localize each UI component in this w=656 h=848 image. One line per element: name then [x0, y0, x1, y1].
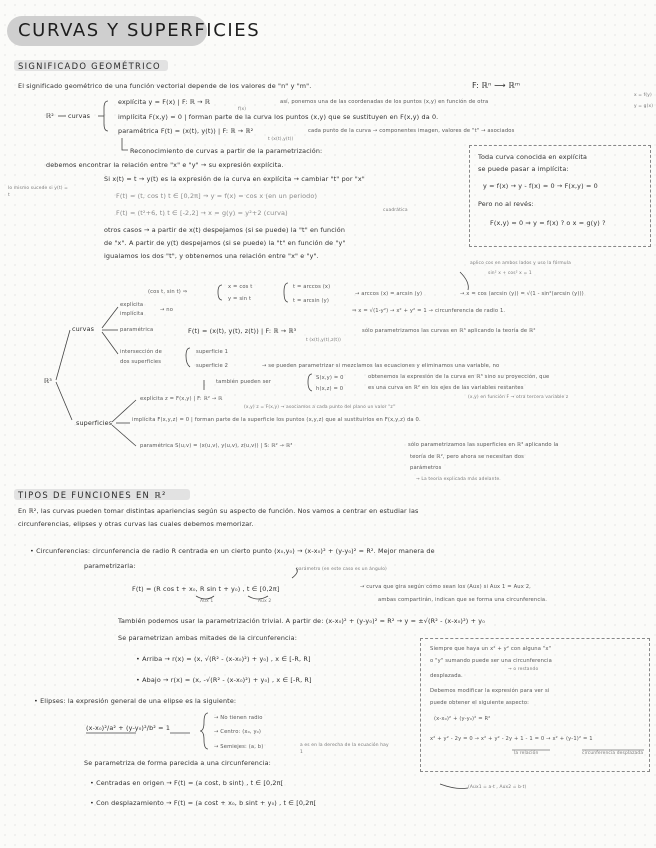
elipse-line1: • Elipses: la expresión general de una elipse es la siguiente:: [34, 697, 237, 705]
circ-formula-note2: ambas compartirán, indican que se forma una circunferencia.: [378, 597, 548, 603]
circ-arriba: • Arriba → r(x) = (x, √(R² - (x-x₀)²) + y₀) , x ∈ [-R, R]: [136, 655, 311, 663]
r2-label: ℝ²: [46, 112, 54, 120]
box2-line1: Siempre que haya un x² + y² con alguna "x": [430, 646, 552, 652]
tree-param-formula: F(t) = (x(t), y(t), z(t)) | F: ℝ → ℝ³: [188, 327, 297, 335]
tree-par-sup-note2: teoría de ℝ², pero ahora se necesitan dos: [410, 454, 525, 460]
implicita-row: implícita F(x,y) = 0 | forman parte de la curva los puntos (x,y) que se sustituyen en F(x,y) da 0.: [118, 113, 439, 121]
s2-intro1: En ℝ², las curvas pueden tomar distintas apariencias según su aspecto de función. Nos vamos a centrar en estudiar las: [18, 507, 419, 515]
box2-line5: puede obtener el siguiente aspecto:: [430, 700, 530, 706]
tree-interseccion2: dos superficies: [120, 359, 162, 365]
tree-interseccion: intersección de: [120, 349, 162, 355]
tree-implicita: implícita: [120, 311, 144, 317]
box1-line3: y = f(x) → y - f(x) = 0 → F(x,y) = 0: [483, 182, 598, 190]
case1-example-b: F(t) = (t²+6, t) t ∈ [-2,2] → x = g(y) = y²+2 (curva): [116, 209, 288, 217]
tree-param-sub: t (x(t),y(t),z(t)): [306, 338, 341, 343]
tree-sup-note3: es una curva en ℝ² en los ejes de las variables restantes: [368, 385, 524, 391]
box2-line7: x² + y² - 2y = 0 → x² + y² - 2y + 1 - 1 = 0 → x² + (y-1)² = 1: [430, 736, 593, 742]
curvas-label: curvas: [68, 112, 91, 120]
parametrica-note: cada punto de la curva → componentes imagen, valores de "t" → asociados: [308, 128, 515, 134]
example-eq1: → arccos (x) = arcsin (y): [355, 291, 423, 297]
box2-line7a: la relación: [514, 751, 539, 756]
tree-explicita: explícita: [120, 302, 144, 308]
parametrica-sub: t (x(t),y(t)): [268, 137, 294, 142]
tree-curvas: curvas: [72, 325, 95, 333]
tree-superficies: superficies: [76, 419, 113, 427]
circ-param-note: parámetro (en este caso es un ángulo): [296, 567, 387, 572]
box1-line5: F(x,y) = 0 ⇒ y = f(x) ? o x = g(y) ?: [490, 219, 606, 227]
tree-sys2: h(x,z) = 0: [316, 386, 344, 392]
tree-par-sup-note3: parámetros: [410, 465, 442, 471]
tree-exp-sup-note2: (x,y) en función F → otra tercera variable z: [468, 395, 569, 400]
box2-line7b: circunferencia desplazada: [582, 751, 644, 756]
case2-line1: otros casos → a partir de x(t) despejamos (si se puede) la "t" en función: [104, 226, 346, 234]
example-cos-sin: (cos t, sin t) ⇒: [148, 289, 188, 295]
case1: Si x(t) = t → y(t) es la expresión de la curva en explícita → cambiar "t" por "x": [104, 175, 365, 183]
page-title: CURVAS Y SUPERFICIES: [18, 20, 261, 41]
elipse-b2: → Centro: (x₀, y₀): [214, 729, 262, 735]
circ-line2: parametrizarla:: [84, 562, 136, 570]
example-sys4: t = arcsin (y): [293, 298, 330, 304]
box1-line4: Pero no al revés:: [478, 200, 534, 208]
tree-parametrica: paramétrica: [120, 327, 154, 333]
tree-par-sup-note: sólo parametrizamos las superficies en ℝ³ aplicando la: [408, 442, 559, 448]
intro-formula: F: ℝⁿ ⟶ ℝᵐ: [472, 81, 521, 90]
box1-line2: se puede pasar a implícita:: [478, 165, 569, 173]
example-top-note2: sin² x + cos² x = 1: [488, 271, 532, 276]
tree-sup-note2: obtenemos la expresión de la curva en ℝ³ sino su proyección, que: [368, 374, 550, 380]
box2-line6: (x-x₀)² + (y-y₀)² = R²: [434, 716, 491, 722]
intro-text: El significado geométrico de una función vectorial depende de los valores de "n" y "m".: [18, 82, 312, 90]
tree-exp-sup-note: (x,y) z = F(x,y) → asociamos a cada punto del plano un valor "z": [244, 405, 396, 410]
circ-aux1: Aux 1: [200, 599, 214, 604]
example-eq3: ⇒ x = √(1-y²) → x² + y² = 1 → circunferencia de radio 1.: [352, 308, 506, 314]
circ-mitades: Se parametrizan ambas mitades de la circunferencia:: [118, 634, 297, 642]
tree-par-sup-note4: → La teoría explicada más adelante.: [416, 477, 501, 482]
elipse-param: Se parametriza de forma parecida a una circunferencia:: [84, 759, 271, 767]
case2-line3: igualamos los dos "t", y obtenemos una relación entre "x" e "y".: [104, 252, 319, 260]
case1-b-note: cuadrática: [383, 208, 408, 213]
section-heading-geometric: SIGNIFICADO GEOMÉTRICO: [18, 61, 161, 71]
tree-sup-note: → se pueden parametrizar si mezclamos las ecuaciones y eliminamos una variable, no: [262, 363, 500, 369]
explicita-sub: f(x): [238, 107, 247, 112]
tree-param-note: sólo parametrizamos las curvas en ℝ³ aplicando la teoría de ℝ²: [362, 328, 536, 334]
tree-sup2: superficie 2: [196, 363, 229, 369]
side-note-xy: x = f(y): [634, 93, 652, 98]
box2-line2: o "y" sumando puede ser una circunferencia: [430, 658, 552, 664]
tree-imp-sup: implícita F(x,y,z) = 0 | forman parte de la superficie los puntos (x,y,z) que al sustituirlos en F(x,y,z) da 0.: [132, 417, 421, 423]
circ-aux2: Aux 2: [258, 599, 272, 604]
circ-line1: • Circunferencias: circunferencia de radio R centrada en un cierto punto (x₀,y₀) → (x-x₀)² + (y-y₀)² = R². Mejor manera de: [30, 547, 435, 555]
example-sys1: x = cos t: [228, 284, 253, 290]
parametrica-row: paramétrica F(t) = (x(t), y(t)) | F: ℝ → ℝ²: [118, 127, 254, 135]
example-sys3: t = arccos (x): [293, 284, 331, 290]
box2-line4: Debemos modificar la expresión para ver si: [430, 688, 550, 694]
reconoc-line1: Reconocimiento de curvas a partir de la parametrización:: [130, 147, 323, 155]
case1-example-a: F(t) = (t, cos t) t ∈ [0,2π] → y = f(x) = cos x (en un periodo): [116, 192, 318, 200]
circ-formula-note: → curva que gira según cómo sean los (Aux) si Aux 1 = Aux 2,: [360, 584, 531, 590]
side-note-yx: y = g(x): [634, 104, 654, 109]
reconoc-line2: debemos encontrar la relación entre "x" e "y" → su expresión explícita.: [46, 161, 284, 169]
example-top-note: aplico cos en ambos lados y uso la fórmula: [470, 261, 571, 266]
tree-tambien: también pueden ser: [216, 379, 272, 385]
explicita-note: así, ponemos una de las coordenadas de los puntos (x,y) en función de otra: [280, 99, 489, 105]
explicita-row: explícita y = F(x) | F: ℝ → ℝ: [118, 98, 211, 106]
box2-line2b: → o restando: [508, 667, 539, 672]
elipse-b1: → No tienen radio: [214, 715, 263, 721]
elipse-c2-note: (Aux1 = a·t , Aux2 = b·t): [468, 785, 527, 790]
tree-no: → no: [160, 307, 174, 313]
elipse-c1: • Centradas en origen → F(t) = (a cost, b sint) , t ∈ [0,2π[: [90, 779, 284, 787]
circ-abajo: • Abajo → r(x) = (x, -√(R² - (x-x₀)²) + y₀) , x ∈ [-R, R]: [136, 676, 312, 684]
s2-intro2: circunferencias, elipses y otras curvas las cuales debemos memorizar.: [18, 520, 254, 528]
tree-sup1: superficie 1: [196, 349, 229, 355]
tree-sys1: S(x,y) = 0: [316, 375, 344, 381]
elipse-fraction: (x-x₀)²/a² + (y-y₀)²/b² = 1: [86, 724, 171, 732]
tree-exp-sup: explícita z = F(x,y) | F: ℝ² → ℝ: [140, 396, 223, 402]
box1-line1: Toda curva conocida en explícita: [478, 153, 588, 161]
example-eq2: → x = cos (arcsin (y)) = √(1 - sin²(arcsin (y))): [460, 291, 584, 297]
tree-r3: ℝ³: [44, 377, 52, 385]
example-sys2: y = sin t: [228, 296, 252, 302]
circ-explicit: También podemos usar la parametrización trivial. A partir de: (x-x₀)² + (y-y₀)² = R² → y = ±√(R² - (x-x₀)²) + y₀: [118, 617, 485, 625]
circ-formula: F(t) = (R cos t + x₀, R sin t + y₀) , t ∈ [0,2π]: [132, 585, 280, 593]
section-heading-types: TIPOS DE FUNCIONES EN ℝ²: [18, 490, 167, 500]
side-left-note: lo mismo sucede si y(t) = t: [8, 186, 68, 199]
elipse-c2: • Con desplazamiento → F(t) = (a cost + x₀, b sint + y₀) , t ∈ [0,2π[: [90, 799, 317, 807]
elipse-b3-note: a es en la derecha de la ecuación hay 1: [300, 743, 389, 755]
box2-line3: desplazada.: [430, 673, 463, 679]
tree-par-sup: paramétrica S(u,v) = (x(u,v), y(u,v), z(u,v)) | S: ℝ² → ℝ³: [140, 443, 293, 449]
elipse-b3: → Semiejes: (a, b): [214, 744, 264, 750]
case2-line2: de "x". A partir de y(t) despejamos (si se puede) la "t" en función de "y": [104, 239, 346, 247]
